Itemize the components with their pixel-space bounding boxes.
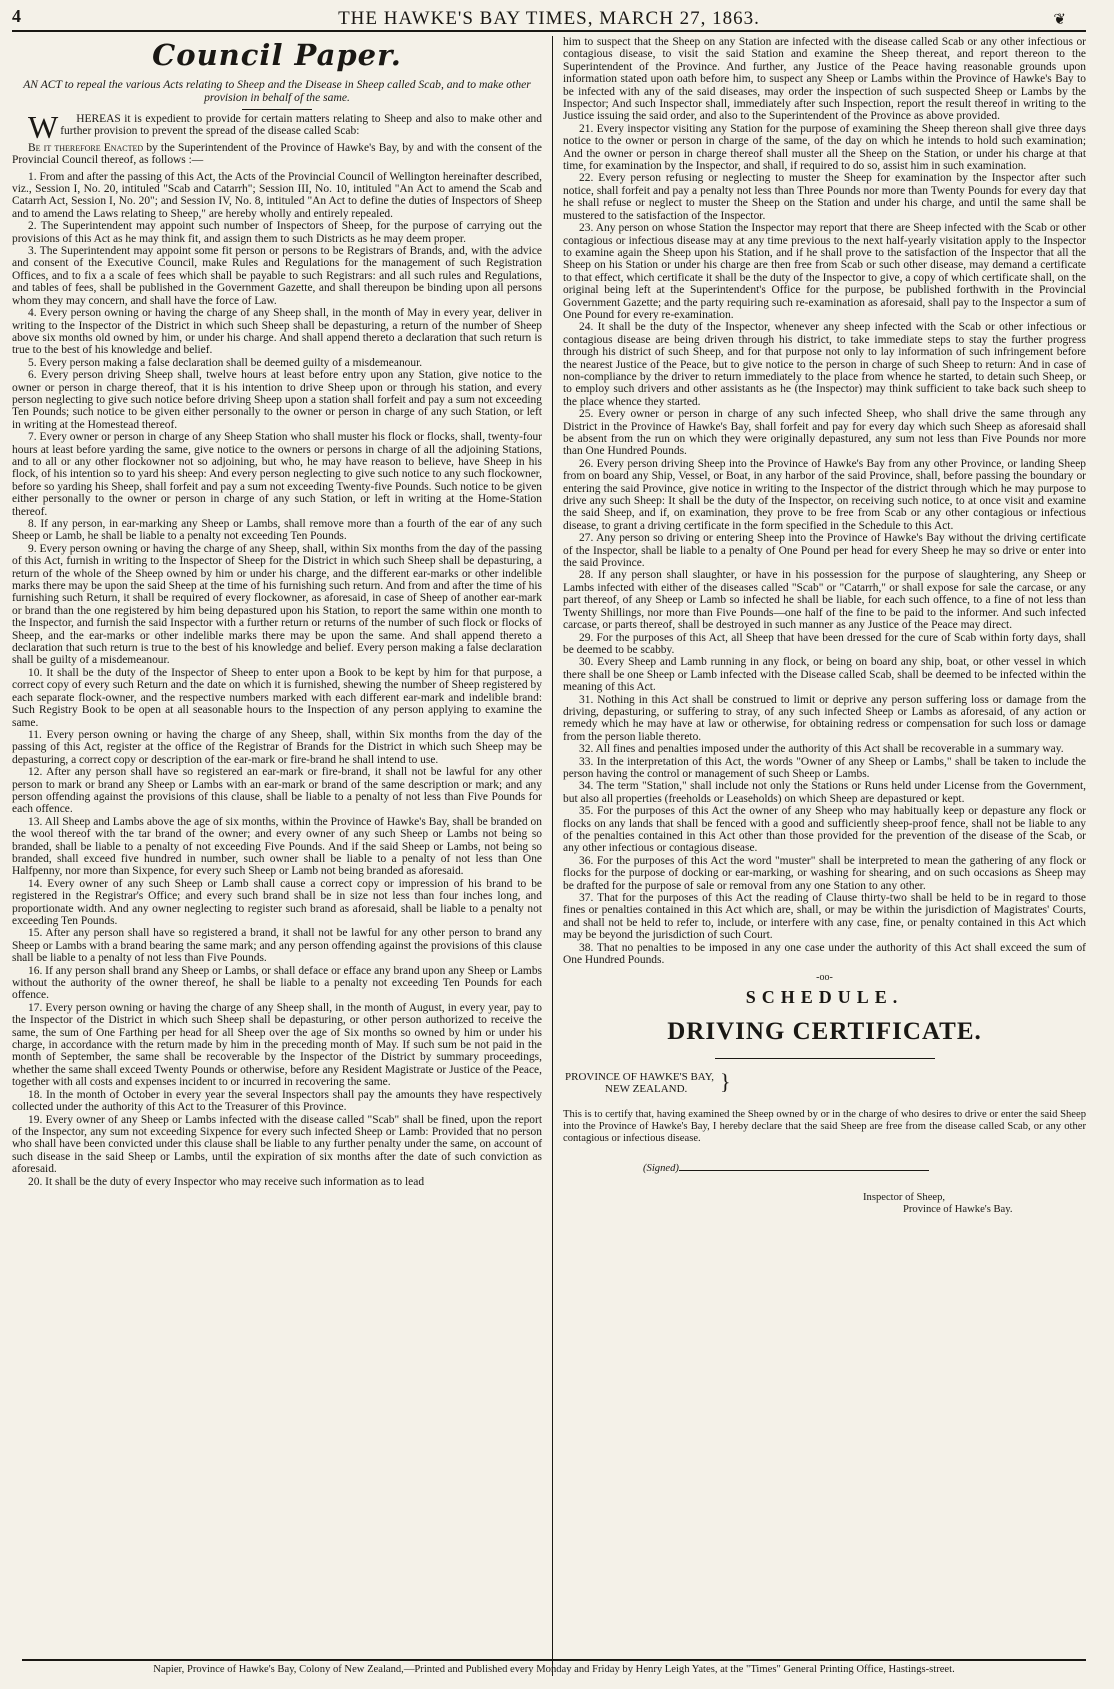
clause-paragraph: 3. The Superintendent may appoint some fit person or persons to be Registrars of Brands, and, with the advice and consent of the Executive Council, make Rules and Regulations for the management of such Registration Offices, and to fix a a scale of fees which shall be payable to such Registrars: and all such rules and Regulations, and tables of fees, shall be published in the Government Gazette, and shall thereupon be binding upon all persons whom they may concern, and shall have the force of Law.	[12, 245, 542, 307]
clause-paragraph: 31. Nothing in this Act shall be construed to limit or deprive any person suffering loss or damage from the driving, depasturing, or suffering to stray, of any such infected Sheep or Lambs as aforesaid, of any action or remedy which he may have at law or otherwise, for obtaining redress or compensation for such loss or damage from the person liable thereto.	[563, 693, 1086, 743]
province-line-2: NEW ZEALAND.	[605, 1083, 688, 1096]
clause-paragraph: 18. In the month of October in every year the several Inspectors shall pay the amounts they have respectively collected under the authority of this Act to the Treasurer of this Province.	[12, 1088, 542, 1114]
clause-paragraph: 25. Every owner or person in charge of any such infected Sheep, who shall drive the same through any District in the Province of Hawke's Bay, shall forfeit and pay for every day which such Sheep as aforesaid shall be absent from the run on which they were originally depastured, any sum not less than Five Pounds nor more than One Hundred Pounds.	[563, 408, 1086, 458]
enacting-clause	[12, 142, 542, 167]
clause-paragraph: 29. For the purposes of this Act, all Sheep that have been dressed for the cure of Scab within forty days, shall be deemed to be scabby.	[563, 631, 1086, 656]
signature-blank	[679, 1170, 929, 1171]
enacting-text: by the Superintendent of the Province of Hawke's Bay, by and with the consent of the Provincial Council thereof, as follows :—	[12, 141, 543, 167]
clause-paragraph: 20. It shall be the duty of every Inspector who may receive such information as to lead	[28, 1175, 425, 1188]
clause-paragraph: 38. That no penalties to be imposed in any one case under the authority of this Act shall exceed the sum of One Hundred Pounds.	[563, 941, 1086, 967]
schedule-heading: SCHEDULE.	[745, 987, 904, 1008]
clause-paragraph: 8. If any person, in ear-marking any Sheep or Lambs, shall remove more than a fourth of the ear of any such Sheep or Lamb, he shall be liable to a penalty not exceeding Ten Pounds.	[12, 518, 542, 543]
separator: -oo-	[816, 972, 833, 984]
clause-paragraph: 13. All Sheep and Lambs above the age of six months, within the Province of Hawke's Bay, shall be branded on the wool thereof with the tar brand of the owner; and every owner of any such Sheep or Lambs not being so branded, shall be liable to a penalty of not exceeding Five Pounds. And if the said Sheep or Lambs, not being so branded, shall exceed five hundred in number, such owner shall be liable to a penalty of not less than One Halfpenny, nor more than Sixpence, for every such Sheep or Lamb not being branded as aforesaid.	[12, 815, 542, 878]
right-clauses	[563, 36, 1086, 966]
clause-paragraph: him to suspect that the Sheep on any Station are infected with the disease called Scab or any other infectious or contagious disease, to visit the said Station and examine the Sheep thereat, and report thereon to the Superintendent of the Province. And further, any Justice of the Peace having reasonable grounds upon information stated upon oath before him, to suspect any Sheep or Lambs within the Province of Hawke's Bay to be infected with any of the said diseases, may order the inspection of such suspected Sheep or Lambs by the Inspector; And such Inspector shall, immediately after such Inspection, report the result thereof in writing to the Justice issuing the said order, and also to the Superintendent of the Province as above provided.	[563, 36, 1086, 123]
columns	[12, 36, 1086, 1676]
clause-paragraph: 10. It shall be the duty of the Inspector of Sheep to enter upon a Book to be kept by him for that purpose, a correct copy of every such Return and the date on which it is furnished, shewing the number of Sheep registered by each separate flock-owner, and the respective numbers marked with each different ear-mark and indelible brand: Such Registry Book to be open at all seasonable hours to the Inspection of any person applying to examine the same.	[12, 666, 542, 729]
clause-paragraph: 1. From and after the passing of this Act, the Acts of the Provincial Council of Wellington hereinafter described, viz., Session I, No. 20, intituled "Scab and Catarrh"; Session III, No. 10, intituled "An Act to amend the Scab and Catarrh Act, Session I, No. 20"; and Session IV, No. 8, intituled "An Act to define the duties of Inspectors of Sheep and to amend the Laws relating to Sheep," are hereby wholly and entirely repealed.	[12, 170, 542, 220]
divider	[242, 109, 312, 110]
clause-paragraph: 17. Every person owning or having the charge of any Sheep shall, in the month of August, in every year, pay to the Inspector of the District in which such Sheep shall be depasturing, or other person authorized to receive the same, the sum of One Farthing per head for all Sheep over the age of Six months so owned by him or under his charge, in accordance with the return made by him in the preceding month of May. If such sum be not paid in the month of September, the same shall be recoverable by the Inspector of the District by summary proceedings, whether the same shall exceed Twenty Pounds or otherwise, before any Resident Magistrate or Justice of the Peace, together with all costs and expenses incident to or incurred in recovering the same.	[12, 1001, 542, 1089]
left-column	[12, 36, 552, 1676]
province-block	[563, 1071, 1086, 1095]
clause-paragraph: 19. Every owner of any Sheep or Lambs infected with the disease called "Scab" shall be fined, upon the report of the Inspector, any sum not exceeding Sixpence for every such infected Sheep or Lamb: Provided that no person who shall have been convicted under this clause shall be liable to any further penalty under the same, on account of such disease in the said Sheep or Lambs, until the expiration of six months after the date of such conviction as aforesaid.	[12, 1113, 542, 1176]
clause-paragraph: 15. After any person shall have so registered a brand, it shall not be lawful for any other person to brand any Sheep or Lambs with a brand bearing the same mark; and any person offending against the provisions of this clause shall be liable to a penalty of not less than Five Pounds.	[12, 927, 542, 965]
ornament-icon: ❦	[1053, 12, 1066, 28]
clause-paragraph: 37. That for the purposes of this Act the reading of Clause thirty-two shall be held to be in regard to those fines or penalties contained in this Act which are, shall, or may be within the jurisdiction of Magistrates' Courts, and shall not be held to refer to, include, or interfere with any case, fine, or penalty contained in this Act which may be beyond the jurisdiction of such Court.	[563, 892, 1086, 942]
clause-paragraph: 26. Every person driving Sheep into the Province of Hawke's Bay from any other Province, or landing Sheep from on board any Ship, Vessel, or Boat, in any harbor of the said Province, shall, before passing the boundary or entering the said Province, give notice in writing to the Inspector of the district through which he may purpose to drive any such Sheep: It shall be the duty of the Inspector, on receiving such notice, to at once visit and examine the said Sheep, and if, on examination, they prove to be free from Scab or any other contagious or infectious disease, to grant a driving certificate in the form specified in the Schedule to this Act.	[563, 457, 1086, 532]
clause-paragraph: 23. Any person on whose Station the Inspector may report that there are Sheep infected with the Scab or other contagious or infectious disease may at any time previous to the next half-yearly visitation apply to the Inspector to examine again the Sheep upon his Station, and if he shall prove to the satisfaction of the Inspector that all the Sheep on his Station or under his charge are then free from Scab or such other disease, may demand a certificate to that effect, which certificate it shall be the duty of the Inspector to give, a copy of which certificate shall, on the original being left at the Superintendent's Office for the purpose, be published forthwith in the Provincial Government Gazette; and the party requiring such re-examination as aforesaid, shall pay to the Inspector a sum of One Pound for every re-examination.	[563, 222, 1086, 321]
clause-paragraph: 9. Every person owning or having the charge of any Sheep, shall, within Six months from the day of the passing of this Act, furnish in writing to the Inspector of Sheep for the District in which such Sheep shall be depasturing, a return of the whole of the Sheep owned by him or under his charge, and the different ear-marks or other indelible marks there may be upon the said Sheep at the time of his furnishing such return. And from and after the time of his furnishing such Return, it shall be required of every flockowner, as aforesaid, in case of Sheep of another ear-mark or brand than the one registered by him being depastured upon his Station, to report the same within one month to the Inspector, and furnish the said Inspector with a further return or returns of the number of such flock or flocks of Sheep, and the ear-marks or other indelible marks there may be upon the same. And shall append thereto a declaration that such return is true to the best of his knowledge and belief. Every person making a false declaration shall be guilty of a misdemeanour.	[12, 542, 542, 667]
signed-label: (Signed)	[643, 1163, 679, 1175]
brace-icon: }	[720, 1069, 731, 1095]
clause-paragraph: 16. If any person shall brand any Sheep or Lambs, or shall deface or efface any brand upon any Sheep or Lambs without the authority of the owner thereof, he shall be liable to a penalty not exceeding Ten Pounds for each offence.	[12, 964, 542, 1002]
inspector-block	[863, 1192, 1086, 1216]
masthead	[12, 6, 1086, 32]
page-number: 4	[12, 6, 21, 26]
clause-paragraph: 11. Every person owning or having the charge of any Sheep, shall, within Six months from the day of the passing of this Act, register at the office of the Registrar of Brands for the District in which such Sheep may be depasturing, a correct copy or description of the ear-mark or fire-brand he shall intend to use.	[12, 728, 542, 766]
clause-paragraph: 33. In the interpretation of this Act, the words "Owner of any Sheep or Lambs," shall be taken to include the person having the control or management of such Sheep or Lambs.	[563, 755, 1086, 780]
clause-paragraph: 36. For the purposes of this Act the word "muster" shall be interpreted to mean the gathering of any flock or flocks for the purpose of docking or ear-marking, or washing for shearing, and on such occasions as Sheep may be drafted for the purpose of sale or removal from any one Station to any other.	[563, 854, 1086, 892]
left-clauses	[12, 171, 542, 1188]
clause-paragraph: 32. All fines and penalties imposed under the authority of this Act shall be recoverable in a summary way.	[579, 743, 1064, 756]
act-title: AN ACT to repeal the various Acts relating to Sheep and the Disease in Sheep called Scab, and to make other provision in behalf of the same.	[23, 78, 531, 104]
clause-paragraph: 4. Every person owning or having the charge of any Sheep shall, in the month of May in every year, deliver in writing to the Inspector of the District in which such Sheep shall be depasturing, a return of the number of Sheep above six months old owned by him, or under his charge. And shall append thereto a declaration that such return is true to the best of his knowledge and belief.	[12, 307, 542, 357]
drop-cap: W	[28, 109, 59, 145]
preamble	[12, 109, 542, 145]
clause-paragraph: 21. Every inspector visiting any Station for the purpose of examining the Sheep thereon shall give three days notice to the owner or person in charge of the same, of the day on which he intends to hold such examination; And the owner or person in charge thereof shall muster all the Sheep on the Station, or under his charge at that time, for examination by the Inspector, and shall, if required to do so, assist him in such examination.	[563, 122, 1086, 173]
certificate-rule	[715, 1058, 935, 1059]
signature-line	[643, 1163, 1086, 1174]
certificate-text: This is to certify that, having examined the Sheep owned by or in the charge of who desires to drive or enter the said Sheep into the Province of Hawke's Bay, I hereby declare that the said Sheep are free from the disease called Scab, or any other contagious or infectious disease.	[563, 1109, 1086, 1145]
clause-paragraph: 35. For the purposes of this Act the owner of any Sheep who may habitually keep or depasture any flock or flocks on any lands that shall be fenced with a good and sufficiently sheep-proof fence, shall not be liable to any of the penalties contained in this Act other than those provided for the prevention of the disease of the Scab, or any other infectious or contagious disease.	[563, 805, 1086, 855]
certificate-title: DRIVING CERTIFICATE.	[667, 1018, 982, 1046]
newspaper-title: THE HAWKE'S BAY TIMES, MARCH 27, 1863.	[338, 8, 760, 29]
inspector-line-2: Province of Hawke's Bay.	[903, 1204, 1013, 1216]
clause-paragraph: 30. Every Sheep and Lamb running in any flock, or being on board any ship, boat, or other vessel in which there shall be one Sheep or Lamb infected with the Disease called Scab, shall be deemed to be infected within the meaning of this Act.	[563, 656, 1086, 694]
clause-paragraph: 6. Every person driving Sheep shall, twelve hours at least before entry upon any Station, give notice to the owner or person in charge thereof, that it is his intention to drive Sheep upon or through his station, and every person neglecting to give such notice before driving Sheep upon a station shall forfeit and pay a sum not exceeding Ten Pounds; such notice to be given either personally to the owner or person in charge of any such Station, or left in writing at the Homestead thereof.	[12, 369, 542, 431]
clause-paragraph: 2. The Superintendent may appoint such number of Inspectors of Sheep, for the purpose of carrying out the provisions of this Act as he may think fit, and assign them to such Districts as he may deem proper.	[12, 220, 542, 245]
clause-paragraph: 22. Every person refusing or neglecting to muster the Sheep for examination by the Inspector after such notice, shall forfeit and pay a penalty not less than Three Pounds nor more than Twenty Pounds for every day that he shall refuse or neglect to muster the Sheep on the Station and under his charge, and until the same shall be mustered to the satisfaction of the Inspector.	[563, 172, 1086, 222]
clause-paragraph: 34. The term "Station," shall include not only the Stations or Runs held under License from the Government, but also all properties (freeholds or Leaseholds) on which Sheep are depastured or kept.	[563, 780, 1086, 805]
clause-paragraph: 12. After any person shall have so registered an ear-mark or fire-brand, it shall not be lawful for any other person to mark or brand any Sheep or Lambs with an ear-mark or brand of the same description or mark; and any person offending against the provisions of this clause, shall be liable to a penalty of not less than Five Pounds for each offence.	[12, 766, 542, 816]
clause-paragraph: 28. If any person shall slaughter, or have in his possession for the purpose of slaughtering, any Sheep or Lambs infected with either of the diseases called "Scab" or "Catarrh," or shall expose for sale the carcase, or any part thereof, of any Sheep or Lamb so infected he shall be liable, for each such offence, to a fine of not less than Twenty Shillings, nor more than Five Pounds—one half of the fine to be paid to the informer. And such infected carcase, or parts thereof, shall be destroyed in such manner as any Justice of the Peace may direct.	[563, 569, 1086, 632]
section-heading: Council Paper.	[152, 38, 402, 72]
clause-paragraph: 7. Every owner or person in charge of any Sheep Station who shall muster his flock or flocks, shall, twenty-four hours at least before yarding the same, give notice to the owners or persons in charge of all the adjoining Stations, and to all or any other flockowner not so adjoining, but who, he may have reason to believe, have Sheep in his flock, of his intention so to yard his sheep: And every person neglecting to give such notice to any such flockowner, before so yarding his Sheep, shall forfeit and pay a sum not exceeding Twenty-five Pounds. Such notice to be given either personally to the owner or person in charge of any such Station, or left in writing at the Home-Station thereof.	[12, 431, 542, 518]
clause-paragraph: 24. It shall be the duty of the Inspector, whenever any sheep infected with the Scab or other infectious or contagious disease are being driven through his district, to take immediate steps to stay the further progress through his district of such Sheep, and for that purpose not only to lay information of such infringement before the nearest Justice of the Peace, but to give notice to the person in charge of such Sheep to return: And in case of non-compliance by the driver to return immediately to the place from whence he started, to detain such Sheep, or to employ such drivers and other assistants as he (the Inspector) may think sufficient to take back such sheep to the place whence they started.	[563, 321, 1086, 408]
clause-paragraph: 14. Every owner of any such Sheep or Lamb shall cause a correct copy or impression of his brand to be registered in the Registrar's Office; and every such brand shall be in size not less than four inches long, and proportionate width. And any owner neglecting to register such brand as aforesaid, shall be liable to a penalty not exceeding Ten Pounds.	[12, 877, 542, 927]
clause-paragraph: 5. Every person making a false declaration shall be deemed guilty of a misdemeanour.	[28, 356, 423, 369]
printer-imprint: Napier, Province of Hawke's Bay, Colony of New Zealand,—Printed and Published every Monday and Friday by Henry Leigh Yates, at the "Times" General Printing Office, Hastings-street.	[553, 1659, 1086, 1676]
preamble-text: HEREAS it is expedient to provide for certain matters relating to Sheep and also to make other and further provision to prevent the spread of the disease called Scab:	[60, 113, 542, 138]
enacting-lead: Be it therefore Enacted	[28, 141, 144, 154]
province-line-1: PROVINCE OF HAWKE'S BAY,	[565, 1071, 715, 1084]
clause-paragraph: 27. Any person so driving or entering Sheep into the Province of Hawke's Bay without the driving certificate of the Inspector, shall be liable to a penalty of One Pound per head for every Sheep he may so drive or enter into the said Province.	[563, 532, 1086, 570]
inspector-line-1: Inspector of Sheep,	[863, 1192, 946, 1204]
